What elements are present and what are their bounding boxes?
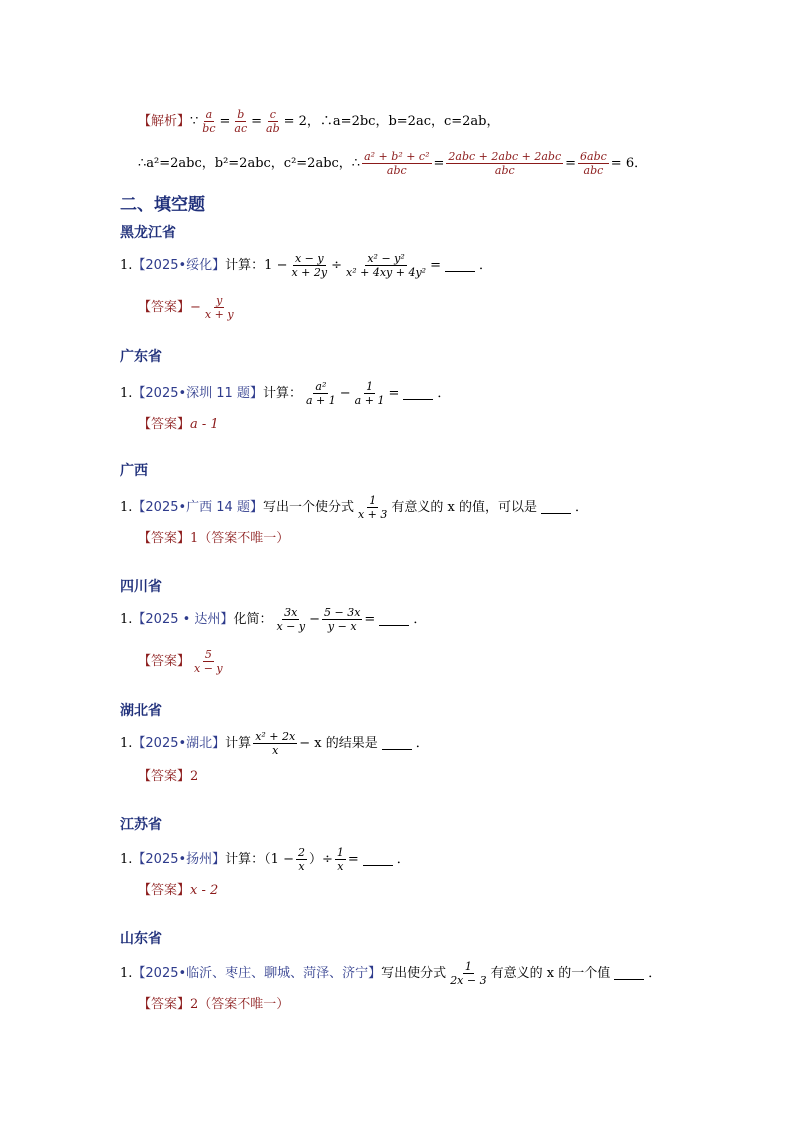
answer-text: 2（答案不唯一）: [190, 997, 290, 1012]
province-heading: 广东省: [120, 349, 162, 365]
analysis-text: = 2，∴a=2bc，b=2ac，c=2ab，: [283, 113, 500, 129]
problem-source: 【2025•绥化】: [132, 257, 226, 273]
problem: 1. 【2025 • 达州】 化简： $\frac{3x}{x - y}$ − $\frac{5 - 3x}{y - x}$ = ．: [120, 606, 427, 633]
answer-text: 2: [190, 769, 199, 784]
answer-tag: 【答案】: [138, 299, 191, 315]
analysis-tag: 【解析】: [138, 113, 191, 129]
fraction: $\frac{1}{a + 1}$: [354, 380, 385, 407]
answer-blank: [363, 853, 393, 866]
problem: 1. 【2025•绥化】 计算：1 − $\frac{x - y}{x + 2y}$ ÷ $\frac{\text{x² − y²}}{\text{x² + 4xy + 4y²}}$ = ．: [120, 252, 493, 279]
fraction: $\frac{y}{x + y}$: [204, 294, 234, 321]
answer: [138, 530, 289, 548]
analysis-line-2: ∴a²=2abc，b²=2abc，c²=2abc，∴ $\frac{\text{a² + b² + c²}}{\text{abc}}$ = $\frac{\text{2abc + 2abc + 2abc}}{\text{abc}}$ = $\frac{\text{6abc}}{\text{abc}}$ = 6．: [138, 150, 648, 177]
answer-tag: 【答案】: [138, 417, 191, 432]
answer-tag: 【答案】: [138, 653, 191, 669]
problem-source: 【2025•深圳 11 题】: [132, 385, 263, 401]
because-symbol: ∵: [190, 113, 199, 129]
problem: 1. 【2025•广西 14 题】 写出一个使分式 $\frac{1}{x + 3}$ 有意义的 x 的值，可以是 ．: [120, 494, 589, 521]
fraction: $\frac{2}{x}$: [297, 846, 305, 873]
answer: 【答案】 − $\frac{y}{x + y}$: [138, 294, 234, 321]
analysis-line-1: 【解析】 ∵ $\frac{a}{bc}$ = $\frac{b}{ac}$ = $\frac{c}{ab}$ = 2，∴a=2bc，b=2ac，c=2ab，: [138, 108, 500, 135]
fraction: $\frac{\text{a²}}{a + 1}$: [305, 380, 336, 407]
fraction: $\frac{1}{x + 3}$: [357, 494, 388, 521]
answer-blank: [382, 737, 412, 750]
analysis-text: = 6．: [610, 155, 648, 171]
problem: 1. 【2025•湖北】 计算 $\frac{\text{x² + 2x}}{x}$ − x 的结果是 ．: [120, 730, 429, 757]
answer-blank: [541, 501, 571, 514]
fraction: $\frac{b}{ac}$: [234, 108, 248, 135]
analysis-text: ∴a²=2abc，b²=2abc，c²=2abc，∴: [138, 155, 361, 171]
answer: [138, 996, 289, 1014]
answer: [138, 768, 198, 786]
fraction: $\frac{c}{ab}$: [266, 108, 280, 135]
province-heading: 山东省: [120, 931, 162, 947]
fraction: $\frac{1}{2x - 3}$: [450, 960, 487, 987]
fraction: $\frac{5}{x - y}$: [194, 648, 223, 675]
fraction: $\frac{\text{6abc}}{\text{abc}}$: [580, 150, 607, 177]
fraction: $\frac{5 - 3x}{y - x}$: [324, 606, 361, 633]
answer-blank: [403, 387, 433, 400]
fraction: $\frac{1}{x}$: [336, 846, 344, 873]
fraction: $\frac{\text{2abc + 2abc + 2abc}}{\text{abc}}$: [448, 150, 562, 177]
answer: [138, 648, 227, 675]
answer: [138, 882, 218, 900]
answer-tag: 【答案】: [138, 883, 191, 898]
problem: 1. 【2025•深圳 11 题】 计算： $\frac{\text{a²}}{a + 1}$ − $\frac{1}{a + 1}$ = ．: [120, 380, 451, 407]
problem-source: 【2025•湖北】: [132, 735, 226, 751]
problem-source: 【2025•临沂、枣庄、聊城、菏泽、济宁】: [132, 965, 382, 981]
problem: 1. 【2025•临沂、枣庄、聊城、菏泽、济宁】 写出使分式 $\frac{1}{2x - 3}$ 有意义的 x 的一个值 ．: [120, 960, 662, 987]
answer-tag: 【答案】: [138, 531, 191, 546]
answer-blank: [614, 967, 644, 980]
answer-text: 1（答案不唯一）: [190, 531, 290, 546]
answer-text: x - 2: [190, 883, 219, 898]
section-title: 二、填空题: [120, 195, 205, 215]
problem-source: 【2025•广西 14 题】: [132, 499, 263, 515]
province-heading: 湖北省: [120, 703, 162, 719]
answer-tag: 【答案】: [138, 769, 191, 784]
province-heading: 广西: [120, 463, 148, 479]
fraction: $\frac{a}{bc}$: [202, 108, 216, 135]
fraction: $\frac{\text{x² − y²}}{\text{x² + 4xy + 4y²}}$: [346, 252, 427, 279]
problem-source: 【2025 • 达州】: [132, 611, 234, 627]
problem: 1. 【2025•扬州】 计算：（1 − $\frac{2}{x}$ ）÷ $\frac{1}{x}$ = ．: [120, 846, 410, 873]
province-heading: 四川省: [120, 579, 162, 595]
fraction: $\frac{\text{x² + 2x}}{x}$: [255, 730, 296, 757]
province-heading: 黑龙江省: [120, 225, 176, 241]
fraction: $\frac{3x}{x - y}$: [276, 606, 306, 633]
answer-blank: [379, 613, 409, 626]
answer-tag: 【答案】: [138, 997, 191, 1012]
answer: [138, 416, 219, 434]
problem-source: 【2025•扬州】: [132, 851, 226, 867]
province-heading: 江苏省: [120, 817, 162, 833]
fraction: $\frac{x - y}{x + 2y}$: [291, 252, 328, 279]
answer-blank: [445, 259, 475, 272]
fraction: $\frac{\text{a² + b² + c²}}{\text{abc}}$: [364, 150, 430, 177]
answer-text: a - 1: [190, 417, 219, 432]
